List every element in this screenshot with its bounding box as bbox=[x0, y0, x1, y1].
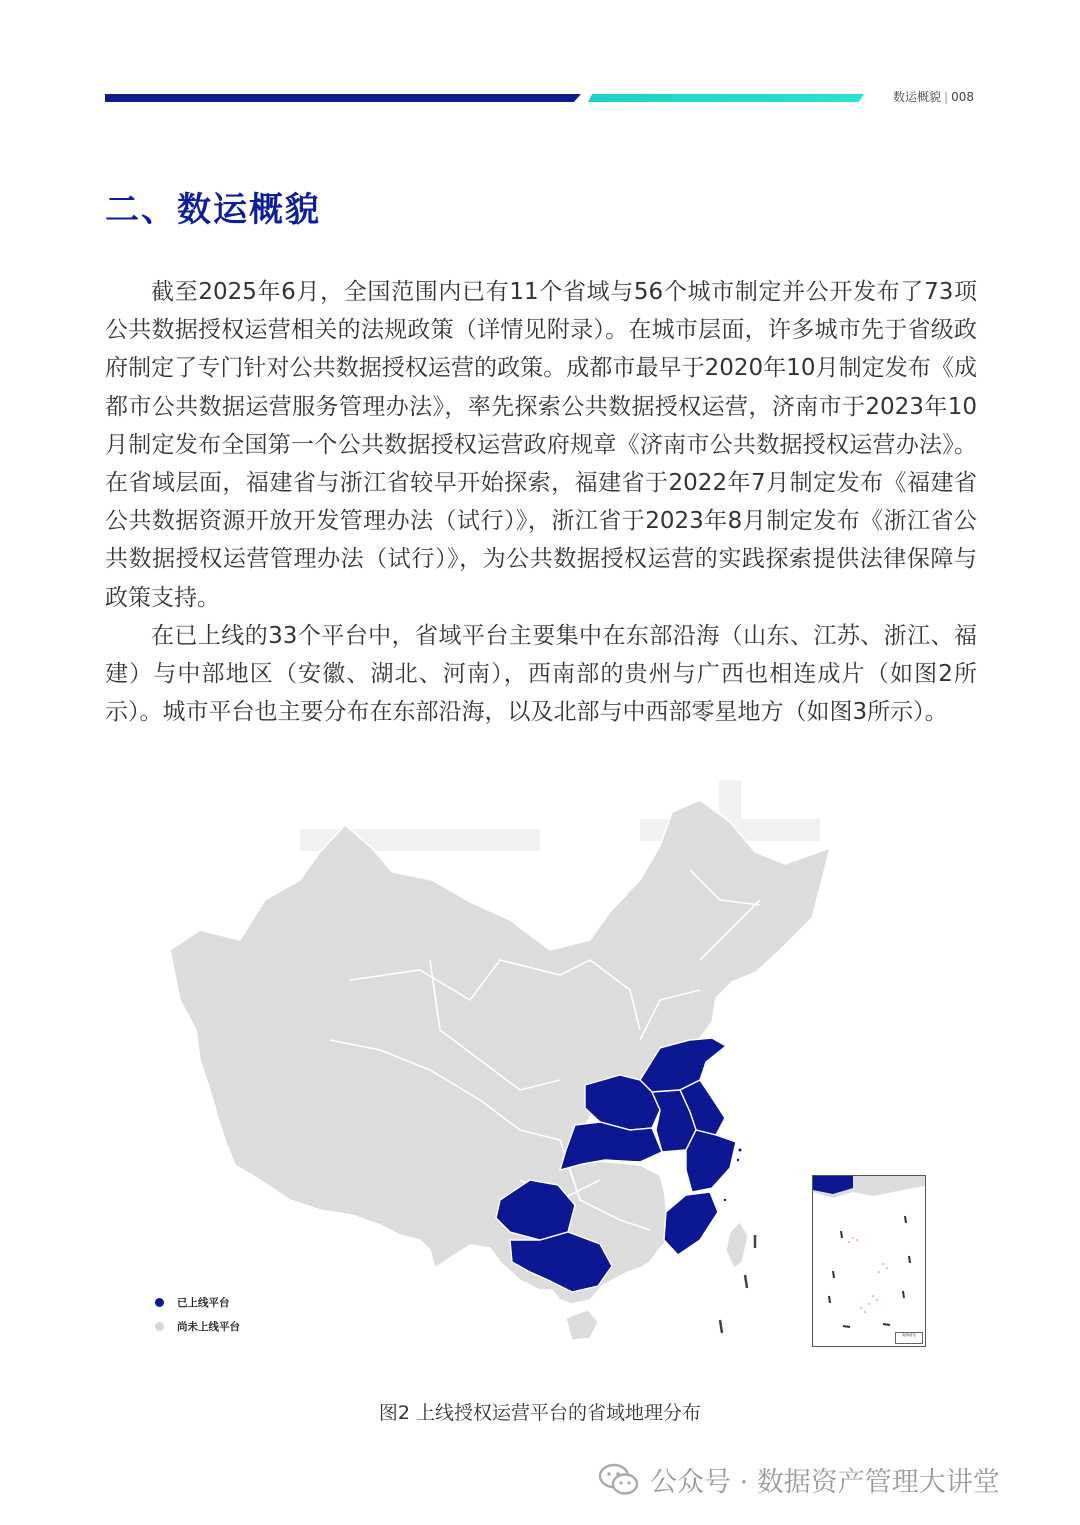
legend-label-online: 已上线平台 bbox=[177, 1296, 230, 1309]
header-bar-teal bbox=[588, 94, 864, 102]
header-bar-dark bbox=[105, 94, 581, 102]
legend-label-offline: 尚未上线平台 bbox=[177, 1320, 240, 1333]
map-legend bbox=[155, 1290, 240, 1338]
legend-item-offline bbox=[155, 1314, 240, 1338]
inset-label: 南海诸岛 bbox=[895, 1332, 923, 1344]
legend-dot-online bbox=[155, 1298, 164, 1307]
section-title: 二、数运概貌 bbox=[105, 190, 321, 230]
province-fujian bbox=[664, 1192, 718, 1255]
header-section: 数运概貌 bbox=[893, 90, 942, 104]
map-region-not-online bbox=[170, 800, 830, 1304]
footer-text: 公众号 · 数据资产管理大讲堂 bbox=[650, 1467, 1000, 1498]
map-island-taiwan bbox=[726, 1222, 748, 1268]
body-text bbox=[105, 273, 977, 731]
figure-caption: 图2 上线授权运营平台的省域地理分布 bbox=[378, 1402, 702, 1424]
wechat-icon bbox=[598, 1462, 640, 1498]
running-header: 数运概貌 | 008 bbox=[893, 90, 974, 104]
paragraph-1: 截至2025年6月，全国范围内已有11个省域与56个城市制定并公开发布了73项公共数据授权运营相关的法规政策（详情见附录）。在城市层面，许多城市先于省级政府制定了专门针对公共数据授权运营的政策。成都市最早于2020年10月制定发布《成都市公共数据运营服务管理办法》，率先探索公共数据授权运营，济南市于2023年10月制定发布全国第一个公共数据授权运营政府规章《济南市公共数据授权运营办法》。在省域层面，福建省与浙江省较早开始探索，福建省于2022年7月制定发布《福建省公共数据资源开放开发管理办法（试行）》，浙江省于2023年8月制定发布《浙江省公共数据授权运营管理办法（试行）》，为公共数据授权运营的实践探索提供法律保障与政策支持。 bbox=[105, 279, 977, 611]
header-page-number: 008 bbox=[951, 90, 974, 104]
footer-watermark bbox=[598, 1460, 1000, 1499]
south-china-sea-inset bbox=[812, 1175, 926, 1347]
map-island-hainan bbox=[566, 1310, 598, 1340]
legend-item-online bbox=[155, 1290, 240, 1314]
paragraph-2: 在已上线的33个平台中，省域平台主要集中在东部沿海（山东、江苏、浙江、福建）与中部地区（安徽、湖北、河南），西南部的贵州与广西也相连成片（如图2所示）。城市平台也主要分布在东部沿海，以及北部与中西部零星地方（如图3所示）。 bbox=[105, 622, 977, 726]
province-zhejiang bbox=[686, 1130, 736, 1192]
inset-map bbox=[813, 1176, 925, 1346]
legend-dot-offline bbox=[155, 1322, 164, 1331]
